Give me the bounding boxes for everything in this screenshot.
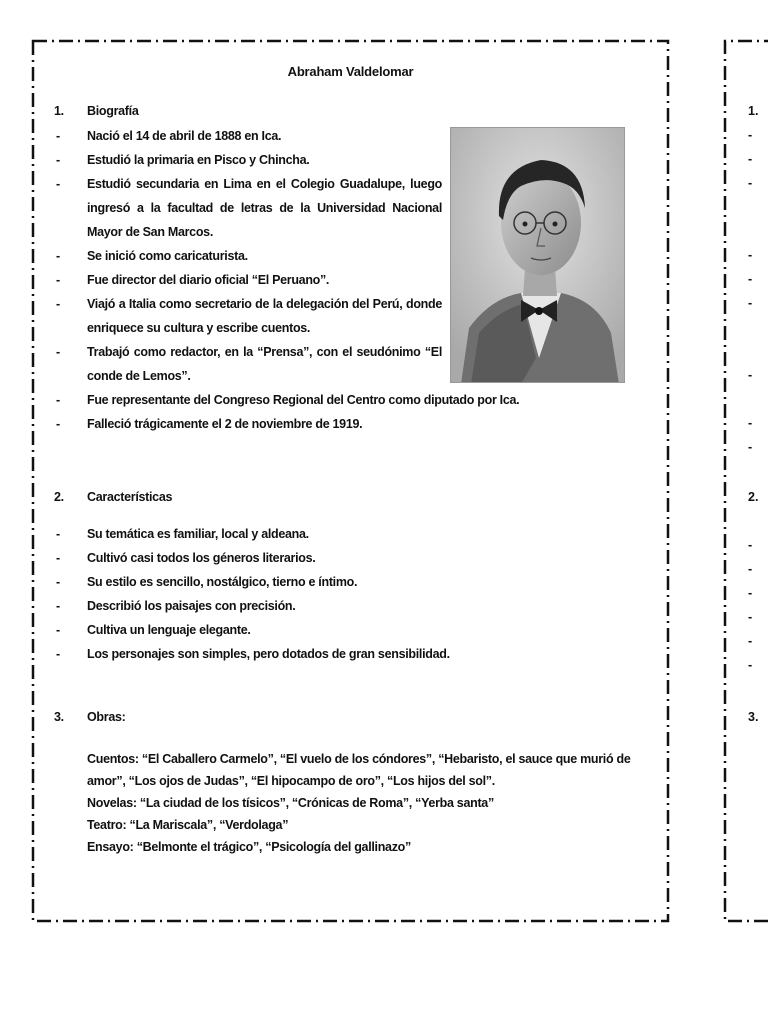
list-item: - Viajó a Italia como secretario de la delegación del Perú, donde enriquece su cultura y escribe cuentos.	[56, 297, 442, 335]
list-dash: -	[748, 248, 753, 262]
section-number: 2.	[54, 490, 64, 504]
section-number: 3.	[748, 710, 759, 724]
list-dash: -	[748, 610, 753, 624]
list-item: - Describió los paisajes con precisión.	[56, 599, 296, 613]
list-dash: -	[748, 440, 753, 454]
list-item: - Los personajes son simples, pero dotados de gran sensibilidad.	[56, 647, 450, 661]
dash-dot-border	[724, 40, 768, 922]
list-item: - Su temática es familiar, local y aldeana.	[56, 527, 309, 541]
section-number: 1.	[54, 104, 64, 118]
section-caracteristicas	[32, 490, 669, 666]
works-novelas: Novelas: “La ciudad de los tísicos”, “Crónicas de Roma”, “Yerba santa”	[87, 796, 494, 810]
section-obras	[32, 710, 669, 730]
works-ensayo: Ensayo: “Belmonte el trágico”, “Psicología del gallinazo”	[87, 840, 411, 854]
list-item: - Trabajó como redactor, en la “Prensa”, con el seudónimo “El conde de Lemos”.	[56, 345, 442, 383]
list-item: - Se inició como caricaturista.	[56, 249, 248, 263]
list-dash: -	[748, 586, 753, 600]
list-item: - Cultivó casi todos los géneros literarios.	[56, 551, 316, 565]
list-dash: -	[748, 416, 753, 430]
works-teatro: Teatro: “La Mariscala”, “Verdolaga”	[87, 818, 289, 832]
list-dash: -	[748, 538, 753, 552]
list-dash: -	[748, 658, 753, 672]
list-dash: -	[748, 296, 753, 310]
section-biografia	[32, 104, 669, 436]
list-dash: -	[748, 128, 753, 142]
page-title: Abraham Valdelomar	[287, 64, 414, 79]
list-dash: -	[748, 562, 753, 576]
section-number: 1.	[748, 104, 759, 118]
section-number: 3.	[54, 710, 64, 724]
list-dash: -	[748, 272, 753, 286]
list-dash: -	[748, 634, 753, 648]
section-heading: Biografía	[87, 104, 139, 118]
list-item: - Su estilo es sencillo, nostálgico, tierno e íntimo.	[56, 575, 358, 589]
list-item: - Fue representante del Congreso Regional del Centro como diputado por Ica.	[56, 393, 520, 407]
list-dash: -	[748, 152, 753, 166]
section-heading: Obras:	[87, 710, 126, 724]
list-item: - Estudió la primaria en Pisco y Chincha.	[56, 153, 310, 167]
section-number: 2.	[748, 490, 759, 504]
list-item: - Falleció trágicamente el 2 de noviembre de 1919.	[56, 417, 363, 431]
list-item: - Nació el 14 de abril de 1888 en Ica.	[56, 129, 282, 143]
document-page	[32, 40, 669, 922]
list-item: - Estudió secundaria en Lima en el Colegio Guadalupe, luego ingresó a la facultad de letras de la Universidad Nacional Mayor de San Marcos.	[56, 177, 442, 239]
list-dash: -	[748, 176, 753, 190]
list-item: - Fue director del diario oficial “El Peruano”.	[56, 273, 330, 287]
works-list	[87, 748, 662, 858]
second-page-partial	[724, 40, 768, 922]
list-dash: -	[748, 368, 753, 382]
section-heading: Características	[87, 490, 173, 504]
list-item: - Cultiva un lenguaje elegante.	[56, 623, 251, 637]
works-cuentos: Cuentos: “El Caballero Carmelo”, “El vuelo de los cóndores”, “Hebaristo, el sauce que murió de amor”, “Los ojos de Judas”, “El hipocampo de oro”, “Los hijos del sol”.	[87, 752, 631, 788]
